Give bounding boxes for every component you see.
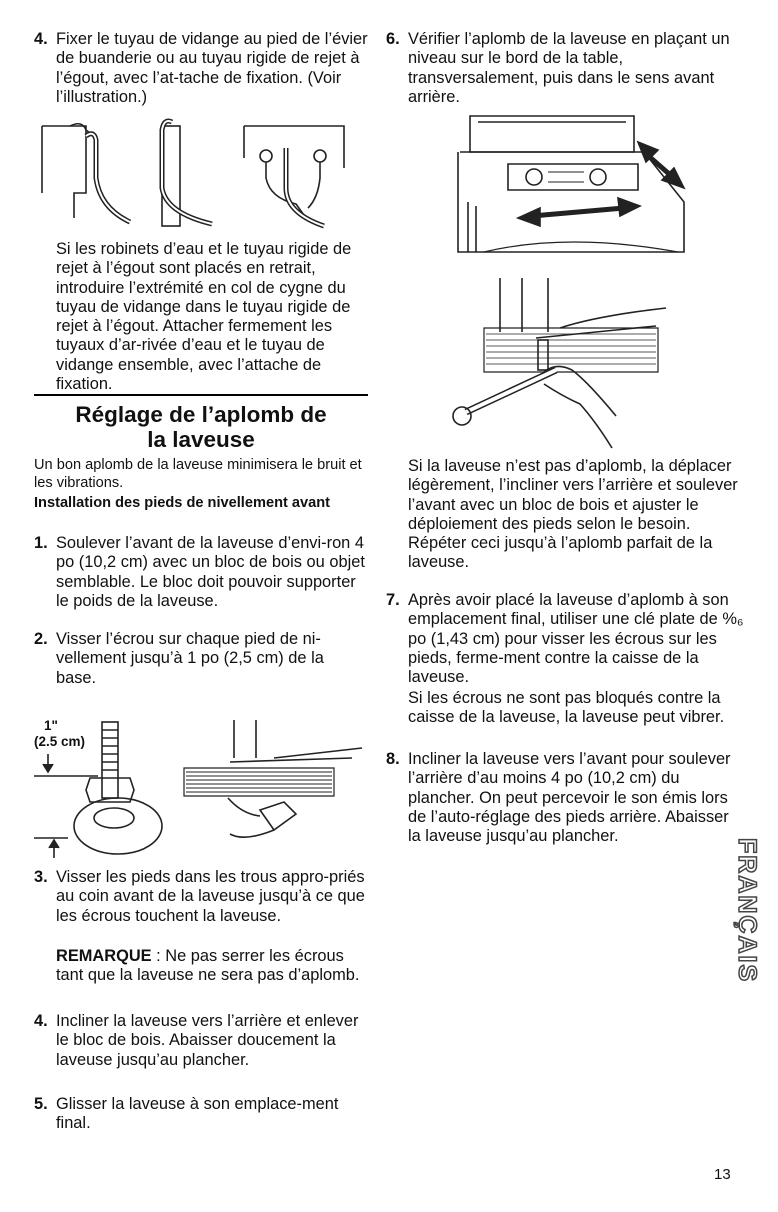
step-number: 4. bbox=[34, 30, 48, 48]
intro-paragraph: Un bon aplomb de la laveuse minimisera le bruit et les vibrations. bbox=[34, 457, 362, 491]
step-number: 7. bbox=[386, 591, 400, 609]
step-7-note: Si les écrous ne sont pas bloqués contre la caisse de la laveuse, la laveuse peut vibrer. bbox=[408, 689, 725, 727]
step-2-screw-nut bbox=[34, 630, 368, 688]
section-divider bbox=[34, 394, 368, 396]
step-number: 4. bbox=[34, 1012, 48, 1030]
leveling-foot-illustration bbox=[34, 718, 368, 866]
step-text: Incliner la laveuse vers l’arrière et enlever le bloc de bois. Abaisser doucement la laveuse jusqu’au plancher. bbox=[56, 1012, 359, 1069]
step-number: 5. bbox=[34, 1095, 48, 1113]
section-title-line-2: la laveuse bbox=[147, 427, 255, 452]
wrench-adjust-illustration bbox=[426, 272, 686, 448]
step-4-drain-hose bbox=[34, 30, 368, 107]
step-text: Soulever l’avant de la laveuse d’envi-ron 4 po (10,2 cm) avec un bloc de bois ou objet semblable. Le bloc doit pouvoir supporter le poids de la laveuse. bbox=[56, 534, 365, 610]
step-5-slide-washer bbox=[34, 1095, 368, 1134]
step-3-screw-feet bbox=[34, 868, 368, 926]
remarque-note bbox=[56, 947, 368, 986]
figure-label-inch: 1" bbox=[44, 718, 58, 733]
step-text: Fixer le tuyau de vidange au pied de l’évier de buanderie ou au tuyau rigide de rejet à l’égout, avec l’at-tache de fixation. (Voir l’illustration.) bbox=[56, 30, 368, 106]
step-number: 3. bbox=[34, 868, 48, 886]
step-4-tilt-back bbox=[34, 1012, 368, 1070]
drain-hose-illustration bbox=[34, 118, 368, 233]
step-text: Visser l’écrou sur chaque pied de ni-vellement jusqu’à 1 po (2,5 cm) de la base. bbox=[56, 630, 324, 687]
remarque-text: : Ne pas serrer les écrous tant que la laveuse ne sera pas d’aplomb. bbox=[56, 947, 360, 985]
step-8-tilt-forward bbox=[386, 750, 744, 846]
not-level-paragraph: Si la laveuse n’est pas d’aplomb, la déplacer légèrement, l’incliner vers l’arrière et soulever l’avant avec un bloc de bois et ajuster le déploiement des pieds selon le besoin. Répéter ceci jusqu’à l’aplomb parfait de la laveuse. bbox=[408, 457, 738, 572]
step-text: Après avoir placé la laveuse d’aplomb à son emplacement final, utiliser une clé plate de %₆ po (1,43 cm) pour visser les écrous sur les pieds, ferme-ment contre la caisse de la laveuse. bbox=[408, 591, 744, 687]
remarque-label: REMARQUE bbox=[56, 947, 152, 965]
step-number: 6. bbox=[386, 30, 400, 48]
step-6-check-level bbox=[386, 30, 744, 107]
recessed-faucets-paragraph: Si les robinets d’eau et le tuyau rigide de rejet à l’égout sont placés en retrait, introduire l’extrémité en col de cygne du tuyau de vidange dans le tuyau rigide de rejet à l’égout. Attacher fermement les tuyaux d’ar-rivée d’eau et le tuyau de vidange ensemble, avec l’attache de fixation. bbox=[56, 240, 352, 394]
side-tab-text: FRANÇAIS bbox=[733, 838, 761, 984]
step-text: Visser les pieds dans les trous appro-priés au coin avant de la laveuse jusqu’à ce que les écrous touchent la laveuse. bbox=[56, 868, 365, 925]
page-number: 13 bbox=[714, 1166, 731, 1183]
step-number: 1. bbox=[34, 534, 48, 552]
figure-label-cm: (2.5 cm) bbox=[34, 734, 86, 749]
subheading-front-feet: Installation des pieds de nivellement avant bbox=[34, 495, 331, 511]
step-text: Vérifier l’aplomb de la laveuse en plaçant un niveau sur le bord de la table, transversalement, puis dans le sens avant arrière. bbox=[408, 30, 730, 106]
step-text: Incliner la laveuse vers l’avant pour soulever l’arrière d’au moins 4 po (10,2 cm) du plancher. On peut percevoir le son émis lors de l’auto-réglage des pieds arrière. Abaisser la laveuse jusqu’au plancher. bbox=[408, 750, 731, 846]
step-number: 8. bbox=[386, 750, 400, 768]
step-7-tighten-nuts bbox=[386, 591, 744, 687]
step-number: 2. bbox=[34, 630, 48, 648]
step-1-raise-washer bbox=[34, 534, 368, 611]
step-text: Glisser la laveuse à son emplace-ment final. bbox=[56, 1095, 339, 1133]
section-title-line-1: Réglage de l’aplomb de bbox=[75, 402, 327, 427]
language-side-tab bbox=[733, 838, 761, 998]
washer-level-illustration bbox=[448, 112, 708, 260]
